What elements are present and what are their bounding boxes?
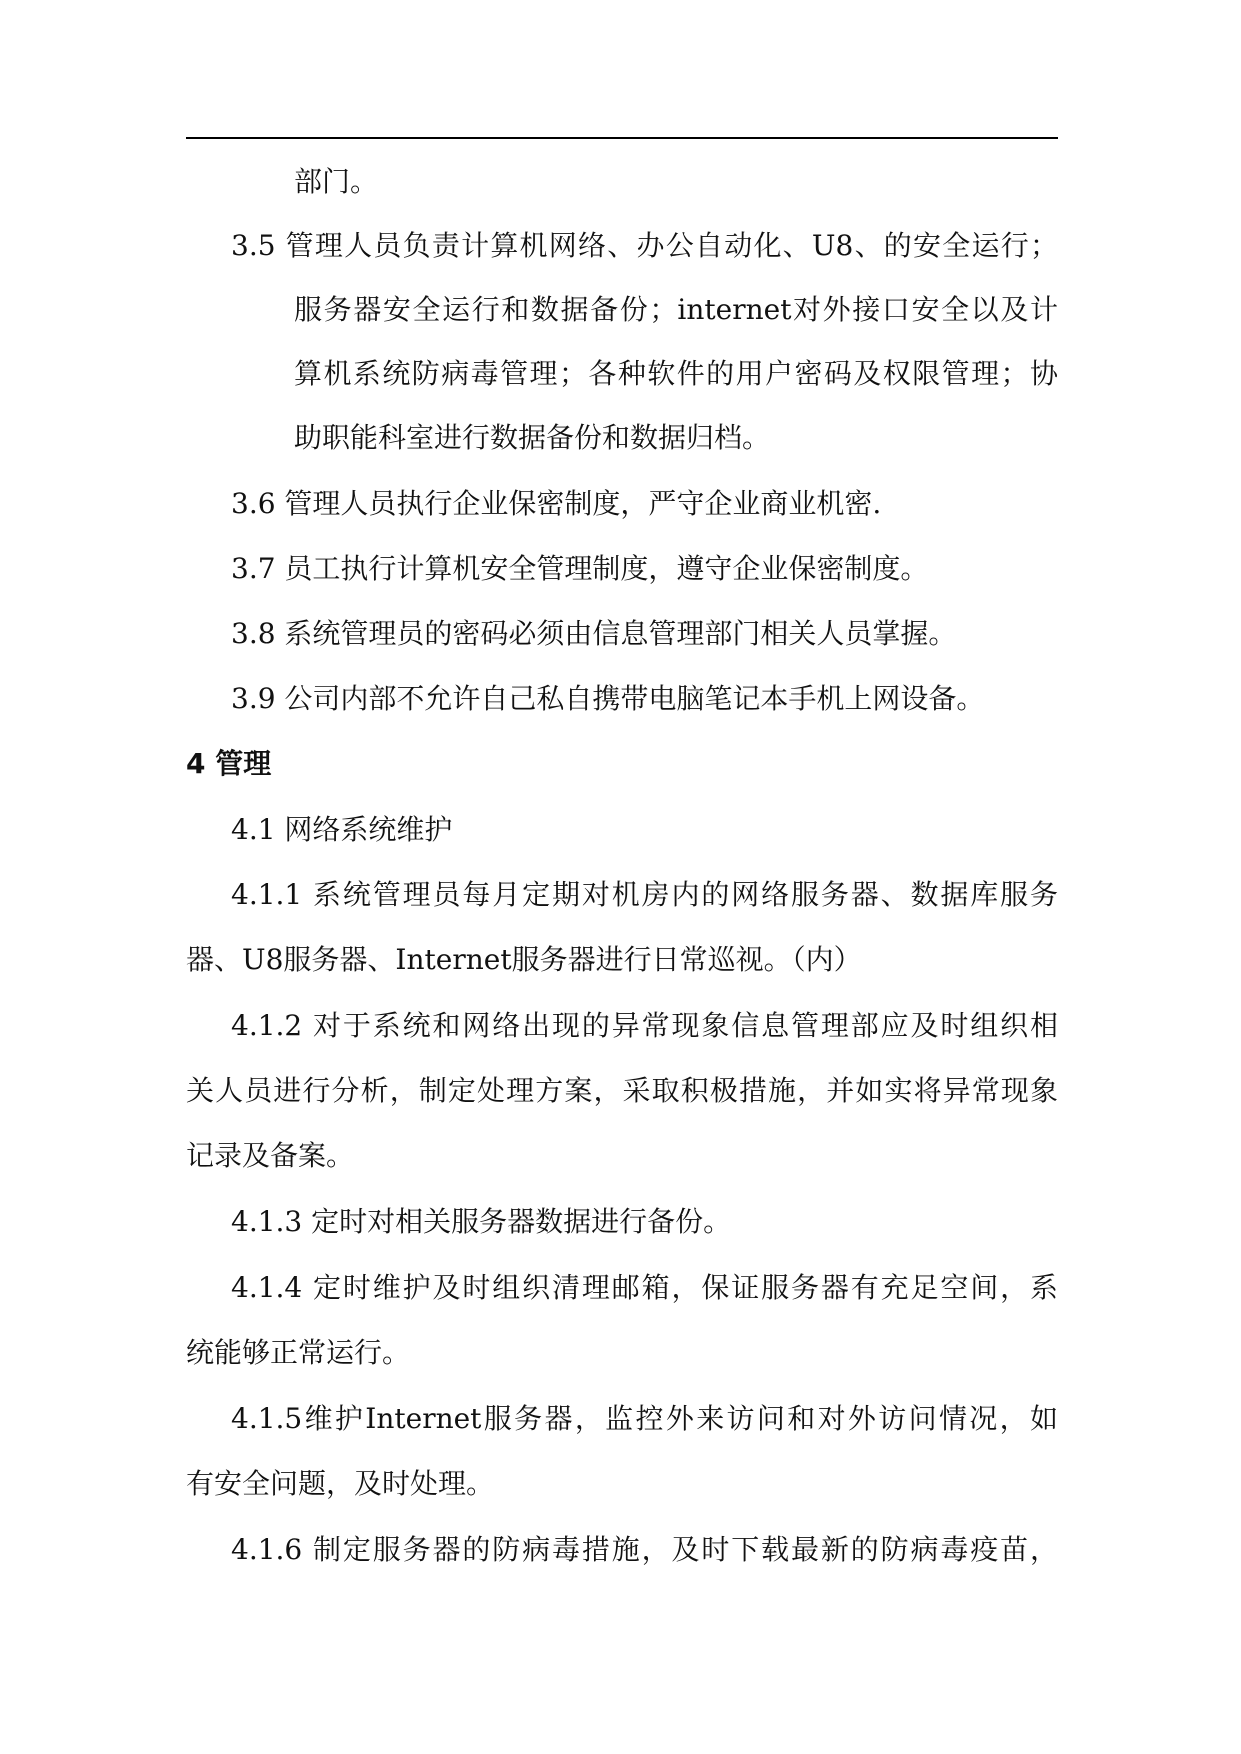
text-line: 4.1.3 定时对相关服务器数据进行备份。 [231,1205,732,1238]
subsection-heading: 4.1 网络系统维护 [231,813,453,846]
text-line: 4.1.1 系统管理员每月定期对机房内的网络服务器、数据库服务 [231,878,1058,911]
text-line: 3.7 员工执行计算机安全管理制度，遵守企业保密制度。 [231,552,929,585]
text-line: 器、U8服务器、Internet服务器进行日常巡视。（内） [186,943,862,976]
text-line: 4.1.5维护Internet服务器，监控外来访问和对外访问情况，如 [231,1402,1058,1435]
text-line: 算机系统防病毒管理；各种软件的用户密码及权限管理；协 [294,357,1058,390]
text-line: 助职能科室进行数据备份和数据归档。 [294,421,771,454]
text-line: 关人员进行分析，制定处理方案，采取积极措施，并如实将异常现象 [186,1074,1058,1107]
text-line: 4.1.6 制定服务器的防病毒措施，及时下载最新的防病毒疫苗， [231,1533,1058,1566]
text-line: 3.5 管理人员负责计算机网络、办公自动化、U8、的安全运行； [231,229,1058,262]
text-line: 部门。 [294,165,379,198]
text-line: 4.1.2 对于系统和网络出现的异常现象信息管理部应及时组织相 [231,1009,1058,1042]
text-line: 3.8 系统管理员的密码必须由信息管理部门相关人员掌握。 [231,617,957,650]
text-line: 3.6 管理人员执行企业保密制度，严守企业商业机密. [231,487,882,520]
text-line: 统能够正常运行。 [186,1336,411,1369]
section-heading: 4 管理 [186,747,272,780]
header-rule [186,137,1058,139]
text-line: 有安全问题，及时处理。 [186,1467,495,1500]
text-line: 记录及备案。 [186,1139,355,1172]
text-line: 服务器安全运行和数据备份；internet对外接口安全以及计 [294,293,1058,326]
text-line: 3.9 公司内部不允许自己私自携带电脑笔记本手机上网设备。 [231,682,985,715]
text-line: 4.1.4 定时维护及时组织清理邮箱，保证服务器有充足空间，系 [231,1271,1058,1304]
